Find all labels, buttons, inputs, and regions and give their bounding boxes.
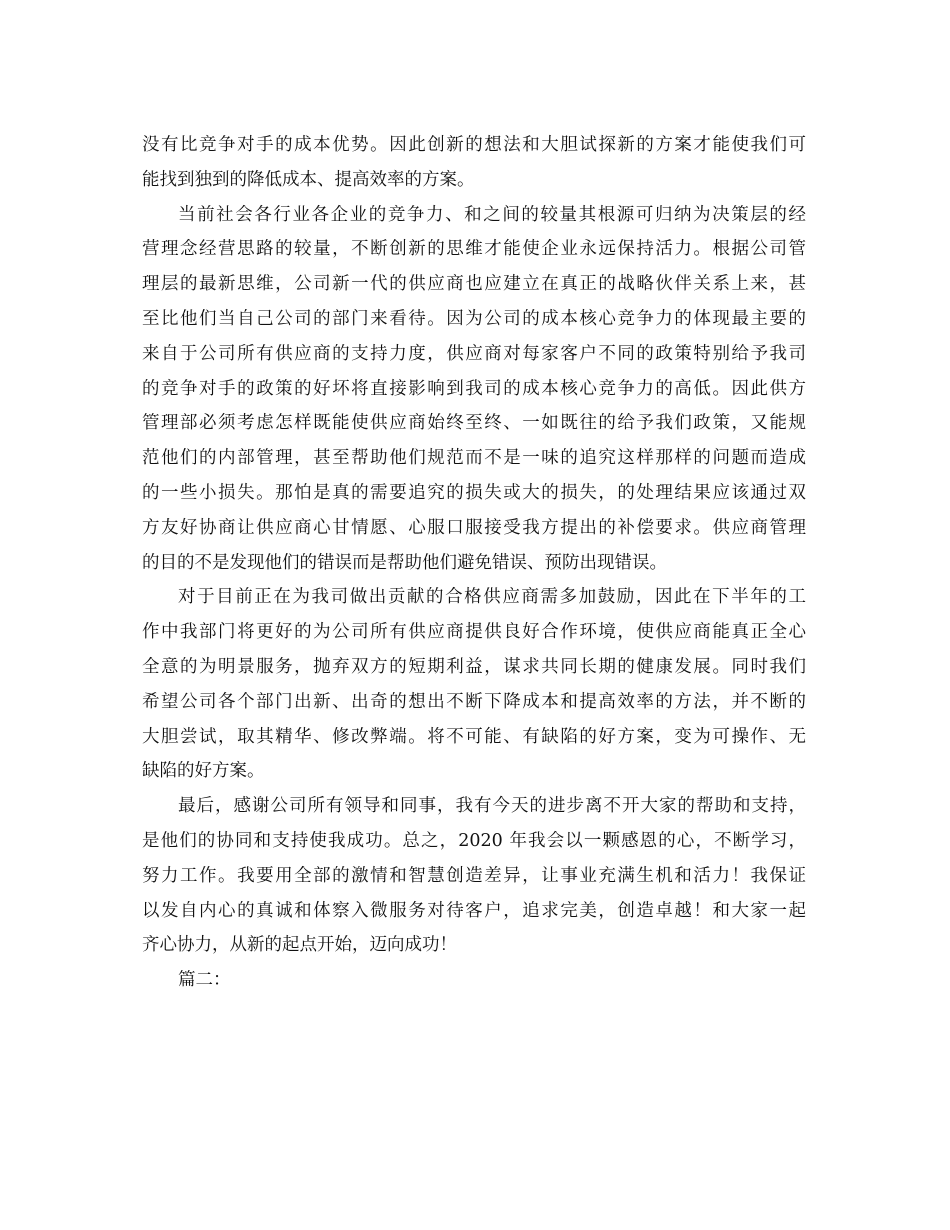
text-line: 范他们的内部管理，甚至帮助他们规范而不是一味的追究这样那样的问题而造成 xyxy=(142,448,806,469)
text-line: 能找到独到的降低成本、提高效率的方案。 xyxy=(142,169,475,190)
text-line: 来自于公司所有供应商的支持力度，供应商对每家客户不同的政策特别给予我司 xyxy=(142,343,806,364)
text-line: 没有比竞争对手的成本优势。因此创新的想法和大胆试探新的方案才能使我们可 xyxy=(142,135,806,155)
text-line: 全意的为明景服务，抛弃双方的短期利益，谋求共同长期的健康发展。同时我们 xyxy=(142,656,806,677)
text-line: 的一些小损失。那怕是真的需要追究的损失或大的损失，的处理结果应该通过双 xyxy=(142,482,806,503)
text-line: 理层的最新思维，公司新一代的供应商也应建立在真正的战略伙伴关系上来，甚 xyxy=(142,274,806,295)
text-line: 方友好协商让供应商心甘情愿、心服口服接受我方提出的补偿要求。供应商管理 xyxy=(142,517,806,538)
text-line: 当前社会各行业各企业的竞争力、和之间的较量其根源可归纳为决策层的经 xyxy=(178,204,806,225)
text-line: 至比他们当自己公司的部门来看待。因为公司的成本核心竞争力的体现最主要的 xyxy=(142,308,806,329)
text-line: 对于目前正在为我司做出贡献的合格供应商需多加鼓励，因此在下半年的工 xyxy=(178,587,806,608)
text-line: 营理念经营思路的较量，不断创新的思维才能使企业永远保持活力。根据公司管 xyxy=(142,239,806,260)
text-line: 齐心协力，从新的起点开始，迈向成功！ xyxy=(142,935,457,956)
text-line: 最后，感谢公司所有领导和同事，我有今天的进步离不开大家的帮助和支持， xyxy=(178,796,806,817)
text-line: 大胆尝试，取其精华、修改弊端。将不可能、有缺陷的好方案，变为可操作、无 xyxy=(142,726,806,747)
text-line: 以发自内心的真诚和体察入微服务对待客户，追求完美，创造卓越！和大家一起 xyxy=(142,900,806,921)
paragraph xyxy=(142,789,806,963)
text-line: 的竞争对手的政策的好坏将直接影响到我司的成本核心竞争力的高低。因此供方 xyxy=(142,378,806,399)
text-line: 缺陷的好方案。 xyxy=(142,761,265,782)
text-line: 管理部必须考虑怎样既能使供应商始终至终、一如既往的给予我们政策，又能规 xyxy=(142,413,806,434)
text-line: 的目的不是发现他们的错误而是帮助他们避免错误、预防出现错误。 xyxy=(142,552,667,573)
text-line: 努力工作。我要用全部的激情和智慧创造差异，让事业充满生机和活力！我保证 xyxy=(142,865,806,886)
document-body xyxy=(142,128,806,998)
text-line: 是他们的协同和支持使我成功。总之，2020 年我会以一颗感恩的心，不断学习， xyxy=(142,830,806,851)
paragraph xyxy=(142,198,806,581)
paragraph xyxy=(142,128,806,198)
text-line: 希望公司各个部门出新、出奇的想出不断下降成本和提高效率的方法，并不断的 xyxy=(142,691,806,712)
paragraph xyxy=(142,580,806,789)
text-line: 作中我部门将更好的为公司所有供应商提供良好合作环境，使供应商能真正全心 xyxy=(142,622,806,643)
section-heading xyxy=(142,963,806,998)
text-line: 篇二： xyxy=(178,970,231,991)
